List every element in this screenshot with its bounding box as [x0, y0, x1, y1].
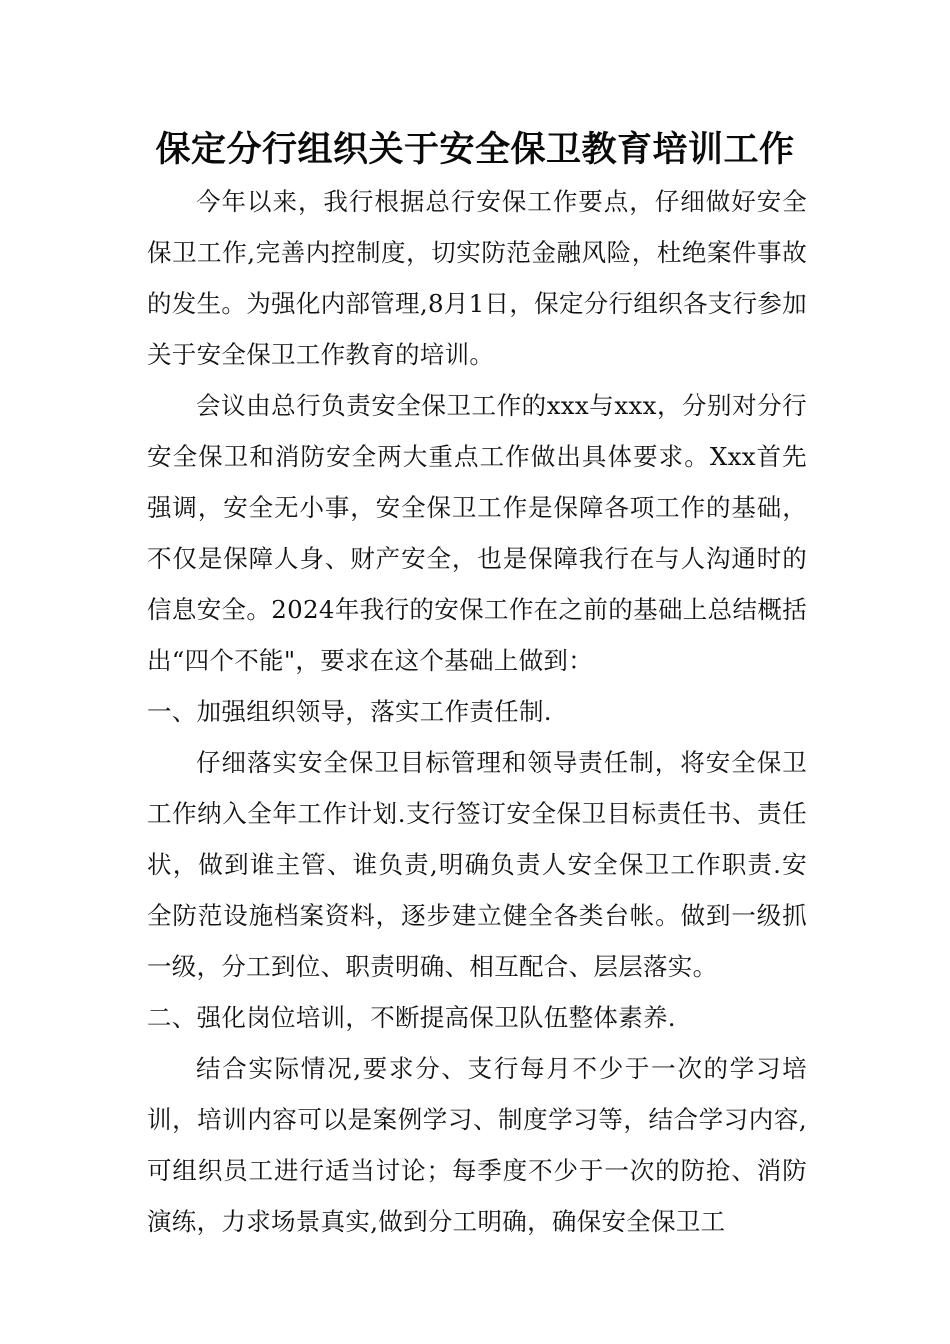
paragraph-intro: 今年以来，我行根据总行安保工作要点，仔细做好安全保卫工作,完善内控制度，切实防范金融风险，杜绝案件事故的发生。为强化内部管理,8月1日，保定分行组织各支行参加关于安全保卫工作教育的培训。	[147, 187, 807, 369]
section-heading-2: 二、强化岗位培训，不断提高保卫队伍整体素养.	[147, 1003, 676, 1032]
section-heading-1: 一、加强组织领导，落实工作责任制.	[147, 697, 552, 726]
document-title: 保定分行组织关于安全保卫教育培训工作	[155, 130, 795, 170]
paragraph-section-1: 仔细落实安全保卫目标管理和领导责任制，将安全保卫工作纳入全年工作计划.支行签订安全保卫目标责任书、责任状，做到谁主管、谁负责,明确负责人安全保卫工作职责.安全防范设施档案资料，逐步建立健全各类台帐。做到一级抓一级，分工到位、职责明确、相互配合、层层落实。	[147, 748, 807, 981]
paragraph-meeting: 会议由总行负责安全保卫工作的xxx与xxx，分别对分行安全保卫和消防安全两大重点工作做出具体要求。Xxx首先强调，安全无小事，安全保卫工作是保障各项工作的基础，不仅是保障人身、财产安全，也是保障我行在与人沟通时的信息安全。2024年我行的安保工作在之前的基础上总结概括出“四个不能"，要求在这个基础上做到：	[147, 391, 807, 675]
document-body	[147, 176, 807, 1247]
paragraph-section-2: 结合实际情况,要求分、支行每月不少于一次的学习培训，培训内容可以是案例学习、制度学习等，结合学习内容,可组织员工进行适当讨论；每季度不少于一次的防抢、消防演练，力求场景真实,做到分工明确，确保安全保卫工	[147, 1054, 807, 1236]
